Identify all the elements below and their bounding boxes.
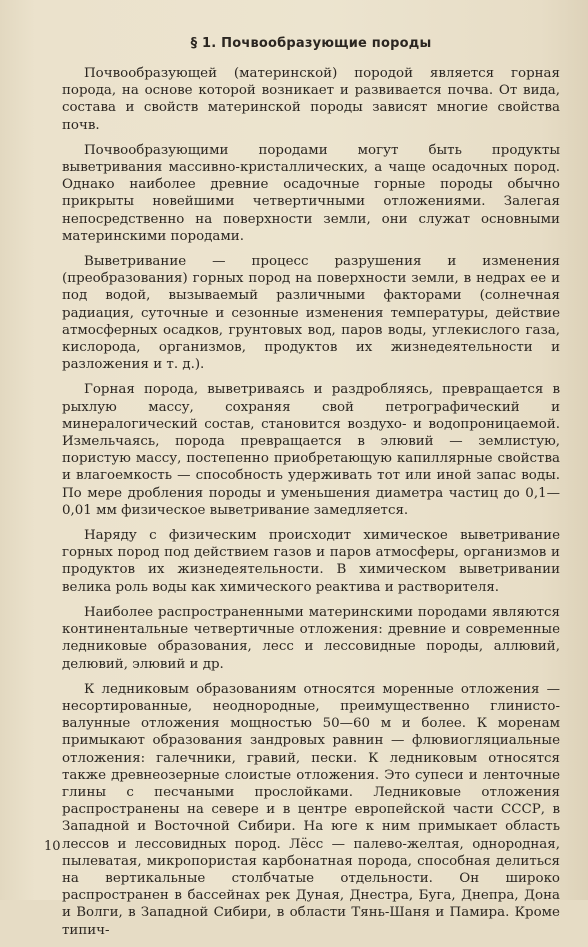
paragraph-4: Горная порода, выветриваясь и раздробляясь, превращается в рыхлую массу, сохраняя свой петрографический и минералогический состав, становится воздухо- и водопроницаемой. Измельчаясь, порода превращается в элювий — землистую, пористую массу, постепенно приобретающую капиллярные свойства и влагоемкость — способность удерживать тот или иной запас воды. По мере дробления породы и уменьшения диаметра частиц до 0,1—0,01 мм физическое выветривание замедляется. (62, 382, 560, 518)
page-text (62, 30, 560, 947)
paragraph-2: Почвообразующими породами могут быть продукты выветривания массивно-кристаллических, а чаще осадочных пород. Однако наиболее древние осадочные горные породы обычно прикрыты новейшими четвертичными отложениями. Залегая непосредственно на поверхности земли, они служат основными материнскими породами. (62, 142, 560, 244)
paragraph-3: Выветривание — процесс разрушения и изменения (преобразования) горных пород на поверхности земли, в недрах ее и под водой, вызываемый различными факторами (солнечная радиация, суточные и сезонные изменения температуры, действие атмосферных осадков, грунтовых вод, паров воды, углекислого газа, кислорода, организмов, продуктов их жизнедеятельности и разложения и т. д.). (62, 254, 560, 373)
page-number: 10 (44, 839, 61, 854)
paragraph-6: Наиболее распространенными материнскими породами являются континентальные четвертичные отложения: древние и современные ледниковые образования, лесс и лессовидные породы, аллювий, делювий, элювий и др. (62, 604, 560, 672)
section-heading: § 1. Почвообразующие породы (190, 36, 432, 51)
paragraph-5: Наряду с физическим происходит химическое выветривание горных пород под действием газов и паров атмосферы, организмов и продуктов их жизнедеятельности. В химическом выветривании велика роль воды как химического реактива и растворителя. (62, 528, 560, 595)
paragraph-1: Почвообразующей (материнской) породой является горная порода, на основе которой возникает и развивается почва. От вида, состава и свойств материнской породы зависят многие свойства почв. (62, 66, 560, 133)
paragraph-7: К ледниковым образованиям относятся моренные отложения — несортированные, неоднородные, преимущественно глинисто-валунные отложения мощностью 50—60 м и более. К моренам примыкают образования зандровых равнин — флювиогляциальные отложения: галечники, гравий, пески. К ледниковым относятся также древнеозерные слоистые отложения. Это супеси и ленточные глины с песчаными прослойками. Ледниковые отложения распространены на севере и в центре европейской части СССР, в Западной и Восточной Сибири. На юге к ним примыкает область лессов и лессовидных пород. Лёсс — палево-желтая, однородная, пылеватая, микропористая карбонатная порода, способная делиться на вертикальные столбчатые отдельности. Он широко распространен в бассейнах рек Дуная, Днестра, Буга, Днепра, Дона и Волги, в Западной Сибири, в области Тянь-Шаня и Памира. Кроме типич- (62, 681, 560, 938)
